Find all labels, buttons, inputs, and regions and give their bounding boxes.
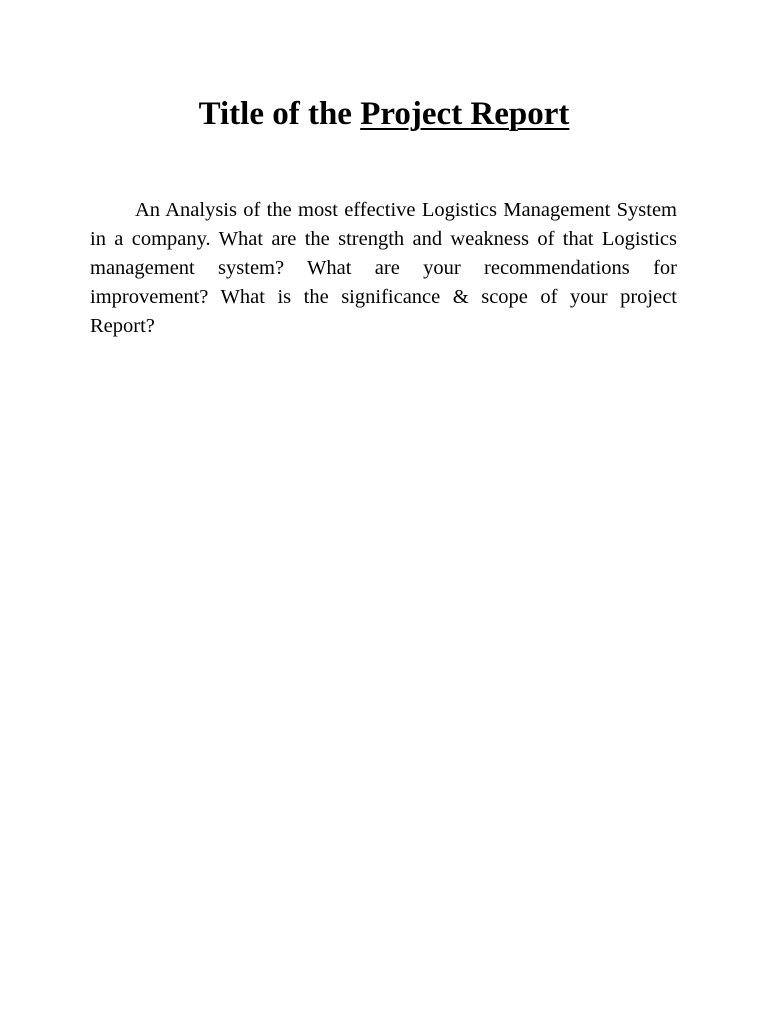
body-paragraph: An Analysis of the most effective Logistics Management System in a company. What are the strength and weakness of that Logistics management system? What are your recommendations for improvement? What is the significance & scope of your project Report? [90,199,677,337]
title-underlined: Project Report [360,96,570,132]
page-title [0,92,768,136]
title-prefix: Title of the [198,96,361,132]
